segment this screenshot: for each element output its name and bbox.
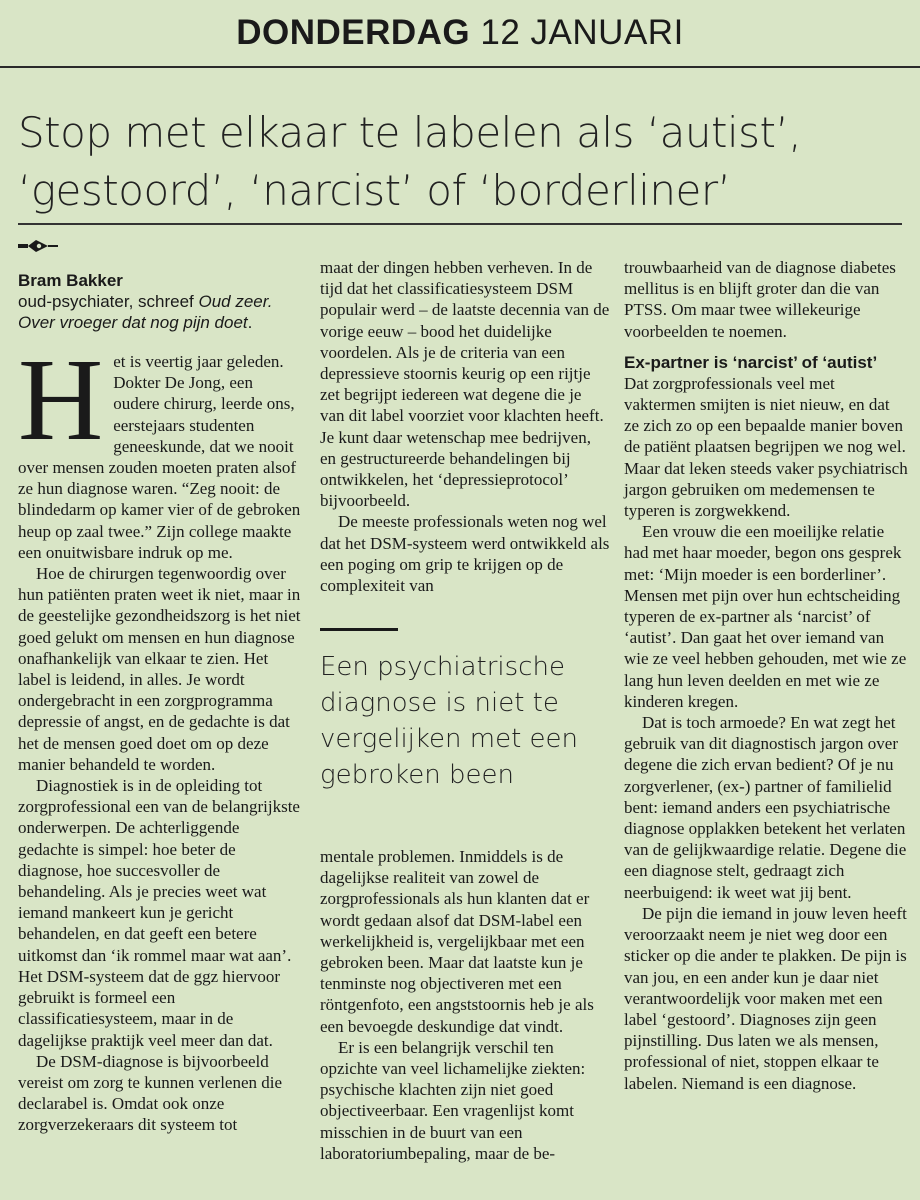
paragraph: De pijn die iemand in jouw leven heeft veroorzaakt neem je niet weg door een sticker op die ander te plakken. De pijn is van jou, en een ander kun je daar niet verantwoordelijk voor maken met een label ‘gestoord’. Diagnoses zijn geen pijnstilling. Dus laten we als mensen, professional of niet, stoppen elkaar te labelen. Niemand is een diagnose. [624,903,907,1093]
header-date-text: 12 JANUARI [480,13,684,52]
header-date [236,13,684,52]
article-column-3 [624,257,908,1094]
paragraph: mentale problemen. Inmiddels is de dagelijkse realiteit van zowel de zorgprofessionals als hun klanten dat er wordt gedaan alsof dat DSM-label een werkelijkheid is, vergelijkbaar met een gebroken been. Maar dat laatste kun je tenminste nog objectiveren met een röntgenfoto, een angststoornis heb je als een bevoegde deskundige dat vindt. [320,847,594,1036]
paragraph: Hoe de chirurgen tegenwoordig over hun patiënten praten weet ik niet, maar in de geestelijke gezondheidszorg is het niet goed gelukt om mensen en hun diagnose onafhankelijk van elkaar te zien. Het label is leidend, in alles. Je wordt ondergebracht in een zorgprogramma depressie of angst, en de gedachte is dat het de mensen goed doet om op deze manier behandeld te worden. [18,564,301,774]
paragraph: Een vrouw die een moeilijke relatie had met haar moeder, begon ons gesprek met: ‘Mijn moeder is een borderliner’. Mensen met pijn over hun echtscheiding typeren de ex-partner als ‘narcist’ of ‘autist’. Dan gaat het over iemand van wie ze veel hebben gehouden, met wie ze lang hun leven deelden en met wie ze kinderen kregen. [624,522,907,711]
paragraph: Diagnostiek is in de opleiding tot zorgprofessional een van de belangrijkste onderwerpen. De achterliggende gedachte is simpel: hoe beter de diagnose, hoe succesvoller de behandeling. Als je precies weet wat iemand mankeert kun je gericht behandelen, en dat geeft een betere uitkomst dan ‘ik rommel maar wat aan’. Het DSM-systeem dat de ggz hiervoor gebruikt is formeel een classificatiesysteem, maar in de dagelijkse praktijk veel meer dan dat. [18,776,300,1050]
paragraph: Dat zorgprofessionals veel met vaktermen smijten is niet nieuw, en dat ze zich zo op een bepaalde manier boven de patiënt plaatsen begrijpen we nog wel. Maar dat leken steeds vaker psychiatrisch jargon gebruiken om medemensen te typeren is zorgwekkend. [624,373,908,521]
paragraph: De meeste professionals weten nog wel dat het DSM-systeem werd ontwikkeld als een poging om grip te krijgen op de complexiteit van [320,512,610,596]
article-headline: Stop met elkaar te labelen als ‘autist’, ‘gestoord’, ‘narcist’ of ‘borderliner’ [18,108,802,215]
paragraph: maat der dingen hebben verheven. In de tijd dat het classificatiesysteem DSM populair werd – de laatste decennia van de vorige eeuw – bood het duidelijke voordelen. Als je de criteria van een depressieve stoornis keurig op een rijtje zet begrijpt iedereen wat degene die je van dit label voorziet voor klachten heeft. Je kunt daar wetenschap mee bedrijven, en gestructureerde behandelingen bij ontwikkelen, het ‘depressieprotocol’ bijvoorbeeld. [320,258,610,511]
drop-cap: H [18,334,104,465]
author-role: oud-psychiater, schreef [18,292,199,311]
intro-paragraph [18,334,302,563]
author-book-title: Oud zeer. Over vroeger dat nog pijn doet [18,292,273,332]
paragraph: De DSM-diagnose is bijvoorbeeld vereist om zorg te kunnen verlenen die declarabel is. Omdat ook onze zorgverzekeraars dit systeem tot [18,1051,283,1135]
pull-quote [320,628,610,793]
pull-quote-rule [320,628,398,631]
paragraph: Er is een belangrijk verschil ten opzichte van veel lichamelijke ziekten: psychische klachten zijn niet goed objectiveerbaar. Een vragenlijst komt misschien in de buurt van een laboratoriumbepaling, maar de be- [320,1037,586,1163]
header-day: DONDERDAG [236,13,471,52]
author-name: Bram Bakker [18,271,123,290]
article-column-1 [18,255,302,1136]
author-description [18,291,302,333]
paragraph: et is veertig jaar geleden. Dokter De Jong, een oudere chirurg, leerde ons, eerstejaars studenten geneeskunde, dat we nooit over mensen zouden moeten praten alsof ze hun diagnose waren. “Zeg nooit: de blindedarm op kamer vier of de gebroken heup op zaal twee.” Zijn college maakte een onuitwisbare indruk op me. [18,352,301,562]
section-subheading: Ex-partner is ‘narcist’ of ‘autist’ [624,352,878,372]
article-column-2-top [320,257,610,596]
headline-divider [18,223,902,225]
pull-quote-text: Een psychiatrische diagnose is niet te vergelijken met een gebroken been [320,652,579,790]
paragraph: Dat is toch armoede? En wat zegt het gebruik van dit diagnostisch jargon over degene die zich ervan bedient? Of je nu zorgverlener, (ex-) partner of familielid bent: iemand anders een psychiatrische diagnose opplakken betekent het verlaten van de gelijkwaardige relatie. Degene die een diagnose stelt, gedraagt zich neerbuigend: ik weet wat jij bent. [624,713,907,902]
fountain-pen-icon [18,236,58,256]
author-suffix: . [247,313,253,332]
paragraph: trouwbaarheid van de diagnose diabetes mellitus is en blijft groter dan die van PTSS. Om maar twee willekeurige voorbeelden te noemen. [624,258,896,341]
article-column-2-bottom [320,846,610,1164]
page-header [0,0,920,68]
